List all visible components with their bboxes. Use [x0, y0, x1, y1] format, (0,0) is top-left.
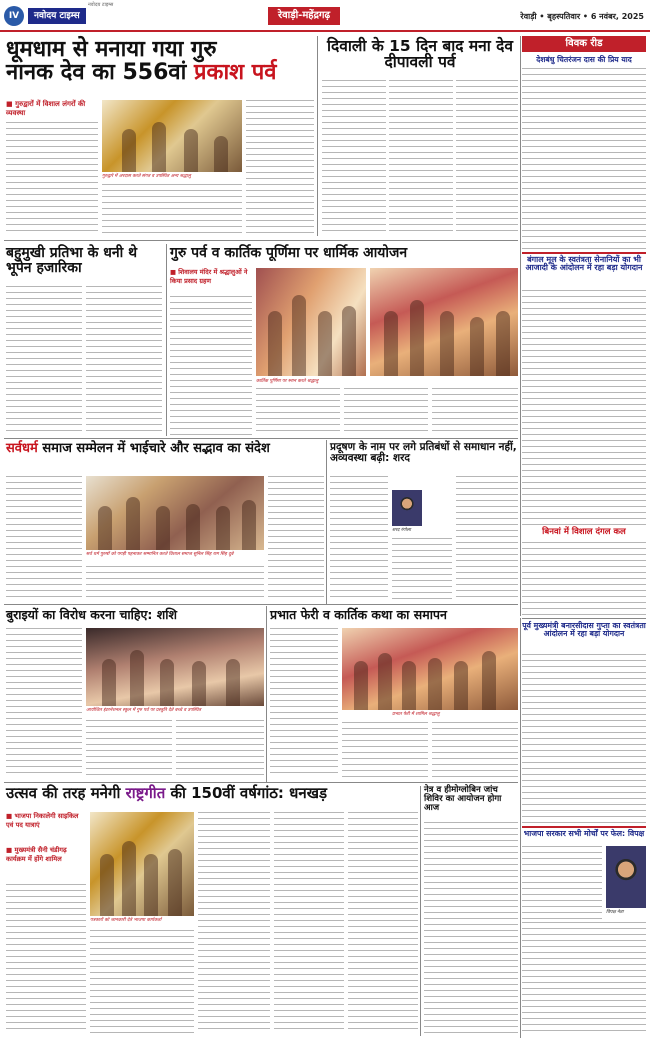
lead-subhead	[6, 100, 98, 117]
bengal-headline-text: बंगाल मूल के स्वतंत्रता सेनानियों का भी आजादी के आंदोलन में रहा बड़ा योगदान	[525, 255, 643, 273]
gurupurv-body-3	[344, 388, 428, 436]
rashtrageet-headline	[6, 786, 418, 802]
pradushan-body-2	[392, 538, 452, 600]
divider	[520, 618, 521, 1038]
masthead	[0, 0, 650, 32]
prabhat-photo-caption: प्रभात फेरी में शामिल श्रद्धालु	[392, 712, 440, 717]
sarvadharm-highlight: सर्वधर्म	[6, 441, 38, 456]
buraiyon-photo	[86, 628, 264, 706]
lead-headline-line-2: नानक देव का 556वां	[6, 60, 187, 86]
page-number-badge: IV	[4, 6, 24, 26]
dev-deepawali-body-2	[389, 80, 453, 236]
sarvadharm-photo	[86, 476, 264, 550]
bengal-body	[522, 290, 646, 526]
rashtrageet-body-4	[274, 812, 344, 1034]
bhajpa-bar	[522, 826, 646, 828]
pradushan-body-3	[456, 476, 518, 600]
lead-body-text-1	[6, 122, 98, 234]
divider	[166, 244, 167, 436]
dev-deepawali-headline-text: दिवाली के 15 दिन बाद मना देव दीपावली पर्व	[327, 37, 513, 72]
sarvadharm-photo-caption: सर्व धर्म पुरुषों को पगड़ी पहनाकर सम्मानित करते विशाल समाज सुनिल सिंह राम सिंह दूबे	[86, 552, 234, 557]
buraiyon-headline	[6, 608, 256, 621]
hazarika-body-1	[6, 286, 82, 434]
hazarika-headline-text: बहुमुखी प्रतिभा के धनी थे भूपेन हजारिका	[6, 245, 138, 276]
buraiyon-body-3	[176, 720, 264, 778]
sarvadharm-headline-text: समाज सम्मेलन में भाईचारे और सद्भाव का संदेश	[42, 441, 270, 456]
dangal-headline	[522, 528, 646, 537]
divider	[520, 36, 521, 616]
lead-photo-caption: गुरुद्वारे में अरदास करते संगत व उपस्थित अन्य श्रद्धालु	[102, 174, 191, 179]
rashtrageet-body-2	[90, 930, 194, 1034]
netra-body	[424, 822, 518, 1034]
gurupurv-body-4	[432, 388, 518, 436]
banarsi-headline	[522, 622, 646, 638]
lead-headline-line-1: धूमधाम से मनाया गया गुरु	[6, 37, 217, 62]
dev-deepawali-body-1	[322, 80, 386, 236]
vivek-title: विवक रीड	[565, 38, 603, 49]
rashtrageet-headline-line-2: की 150वीं वर्षगांठ: धनखड़	[170, 784, 327, 802]
divider	[420, 786, 421, 1036]
vivek-body	[522, 68, 646, 250]
rashtrageet-sub-1-text: ■ भाजपा निकालेगी साइकिल एवं पद यात्राएं	[6, 812, 86, 829]
sarvadharm-headline	[6, 442, 324, 456]
rashtrageet-body-3	[198, 812, 270, 1034]
prabhat-headline-text: प्रभात फेरी व कार्तिक कथा का समापन	[270, 607, 447, 622]
pradushan-body-1	[330, 476, 388, 600]
pradushan-headline	[330, 442, 518, 464]
vivek-title-bar	[522, 36, 646, 52]
hazarika-headline	[6, 246, 166, 275]
lead-photo	[102, 100, 242, 172]
rashtrageet-headline-line-1: उत्सव की तरह मनेगी	[6, 784, 121, 802]
prabhat-body-2	[342, 722, 428, 778]
pradushan-portrait-caption: शरद रंगोला	[392, 528, 411, 533]
section-tag: रेवाड़ी-महेंद्रगढ़	[268, 7, 340, 25]
buraiyon-headline-text: बुराइयों का विरोध करना चाहिए: शशि	[6, 607, 178, 622]
buraiyon-body-2	[86, 720, 172, 778]
gurupurv-photo-2	[370, 268, 518, 376]
divider	[266, 606, 267, 782]
bhajpa-body-2	[522, 922, 646, 1034]
divider	[317, 36, 318, 236]
buraiyon-body-1	[6, 628, 82, 778]
gurupurv-subhead	[170, 268, 252, 285]
gurupurv-body-1	[170, 296, 252, 436]
bhajpa-portrait-caption: विपक्ष नेता	[606, 910, 624, 915]
divider	[4, 240, 518, 241]
divider	[4, 604, 518, 605]
rashtrageet-photo-caption: पत्रकारों को जानकारी देते भाजपा कार्यकर्ता	[90, 918, 162, 923]
brand-logo: नवोदय टाइम्स	[28, 8, 86, 24]
prabhat-photo	[342, 628, 518, 710]
divider	[522, 618, 646, 619]
dev-deepawali-headline	[322, 38, 518, 71]
dangal-headline-text: बिनवां में विशाल दंगल कल	[542, 527, 626, 537]
divider	[4, 782, 518, 783]
lead-body-text-2	[246, 100, 314, 234]
gurupurv-photo-caption: कार्तिक पूर्णिमा पर स्नान करते श्रद्धालु	[256, 379, 319, 384]
sarvadharm-body-2	[268, 476, 324, 600]
dangal-body	[522, 542, 646, 616]
bhajpa-portrait	[606, 846, 646, 908]
sarvadharm-body-3	[86, 566, 264, 600]
bengal-bar	[522, 252, 646, 254]
pradushan-headline-text: प्रदूषण के नाम पर लगे प्रतिबंधों से समाधान नहीं, अव्यवस्था बढ़ी: शरद	[330, 441, 517, 465]
rashtrageet-body-5	[348, 812, 418, 1034]
netra-headline	[424, 786, 518, 813]
lead-headline-highlight: प्रकाश पर्व	[194, 60, 277, 86]
rashtrageet-sub-2-text: ■ मुख्यमंत्री सैनी चंडीगढ़ कार्यक्रम में होंगे शामिल	[6, 846, 86, 863]
bhajpa-headline	[522, 830, 646, 838]
bengal-headline	[522, 256, 646, 273]
lead-body-text-3	[102, 184, 242, 234]
gurupurv-headline	[170, 246, 518, 261]
rashtrageet-subhead-1	[6, 812, 86, 829]
bhajpa-body-1	[522, 846, 602, 920]
prabhat-body-1	[270, 628, 338, 778]
lead-sub-text: ■ गुरुद्वारों में विशाल लंगरों की व्यवस्था	[6, 100, 98, 117]
sarvadharm-body-1	[6, 476, 82, 600]
lead-headline	[6, 38, 314, 84]
netra-headline-text: नेत्र व हीमोग्लोबिन जांच शिविर का आयोजन होगा आज	[424, 785, 502, 814]
rashtrageet-body-1	[6, 884, 86, 1034]
vivek-headline-text: देशबंधु चितरंजन दास की प्रिय याद	[536, 55, 632, 64]
bhajpa-headline-text: भाजपा सरकार सभी मोर्चों पर फेल: विपक्ष	[523, 829, 645, 838]
gurupurv-body-2	[256, 388, 340, 436]
dev-deepawali-body-3	[456, 80, 518, 236]
divider	[4, 438, 518, 439]
gurupurv-headline-text: गुरु पर्व व कार्तिक पूर्णिमा पर धार्मिक आयोजन	[170, 245, 408, 261]
rashtrageet-headline-highlight: राष्ट्रगीत	[125, 784, 166, 802]
prabhat-body-3	[432, 722, 518, 778]
rashtrageet-subhead-2	[6, 846, 86, 863]
brand-small-text: नवोदय टाइम्स	[88, 2, 114, 8]
divider	[326, 440, 327, 604]
rashtrageet-photo	[90, 812, 194, 916]
banarsi-body	[522, 654, 646, 824]
date-line: रेवाड़ी • बृहस्पतिवार • 6 नवंबर, 2025	[520, 12, 644, 21]
banarsi-headline-text: पूर्व मुख्यमंत्री बनारसीदास गुप्ता का स्वतंत्रता आंदोलन में रहा बड़ा योगदान	[522, 621, 646, 639]
gurupurv-photo-1	[256, 268, 366, 376]
gurupurv-sub-text: ■ शिवालय मंदिर में श्रद्धालुओं ने किया प्रसाद ग्रहण	[170, 268, 252, 285]
buraiyon-photo-caption: आयोजित इंटरनेशनल स्कूल में गुरु पर्व पर प्रस्तुति देते बच्चे व उपस्थित	[86, 708, 202, 713]
vivek-headline	[522, 56, 646, 64]
prabhat-headline	[270, 608, 518, 621]
hazarika-body-2	[86, 286, 162, 434]
pradushan-portrait	[392, 490, 422, 526]
